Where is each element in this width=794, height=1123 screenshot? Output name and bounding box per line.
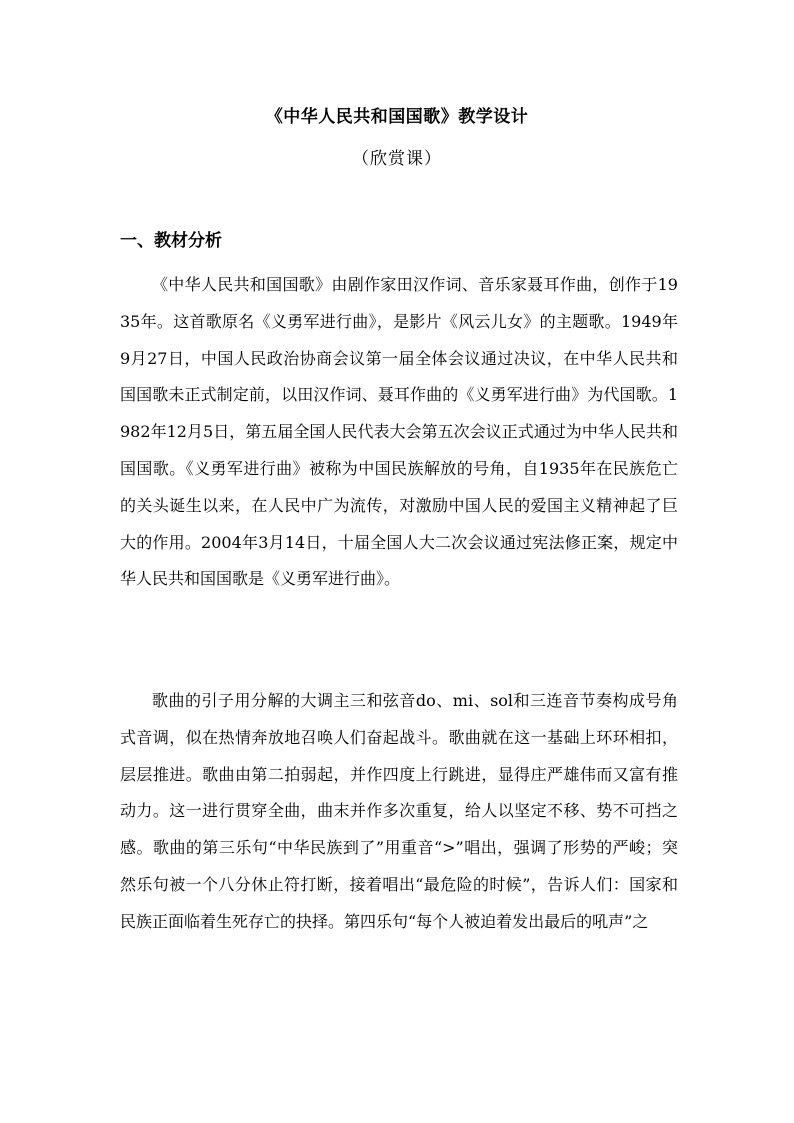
- body-paragraph: 《中华人民共和国国歌》由剧作家田汉作词、音乐家聂耳作曲，创作于1935年。这首歌原名《义勇军进行曲》，是影片《风云儿女》的主题歌。1949年9月27日，中国人民政治协商会议第一届全体会议通过决议，在中华人民共和国国歌未正式制定前，以田汉作词、聂耳作曲的《义勇军进行曲》为代国歌。1982年12月5日，第五届全国人民代表大会第五次会议正式通过为中华人民共和国国歌。《义勇军进行曲》被称为中国民族解放的号角，自1935年在民族危亡的关头诞生以来，在人民中广为流传，对激励中国人民的爱国主义精神起了巨大的作用。2004年3月14日，十届全国人大二次会议通过宪法修正案，规定中华人民共和国国歌是《义勇军进行曲》。: [120, 275, 678, 589]
- section-heading: 一、教材分析: [120, 231, 222, 251]
- body-paragraph: 歌曲的引子用分解的大调主三和弦音do、mi、sol和三连音节奏构成号角式音调，似在热情奔放地召唤人们奋起战斗。歌曲就在这一基础上环环相扣，层层推进。歌曲由第二拍弱起，并作四度上行跳进，显得庄严雄伟而又富有推动力。这一进行贯穿全曲，曲末并作多次重复，给人以坚定不移、势不可挡之感。歌曲的第三乐句“中华民族到了”用重音“>”唱出，强调了形势的严峻；突然乐句被一个八分休止符打断，接着唱出“最危险的时候”，告诉人们：国家和民族正面临着生死存亡的抉择。第四乐句“每个人被迫着发出最后的吼声”之: [120, 691, 678, 931]
- document-subtitle: （欣赏课）: [352, 149, 442, 169]
- document-title: 《中华人民共和国国歌》教学设计: [265, 107, 529, 127]
